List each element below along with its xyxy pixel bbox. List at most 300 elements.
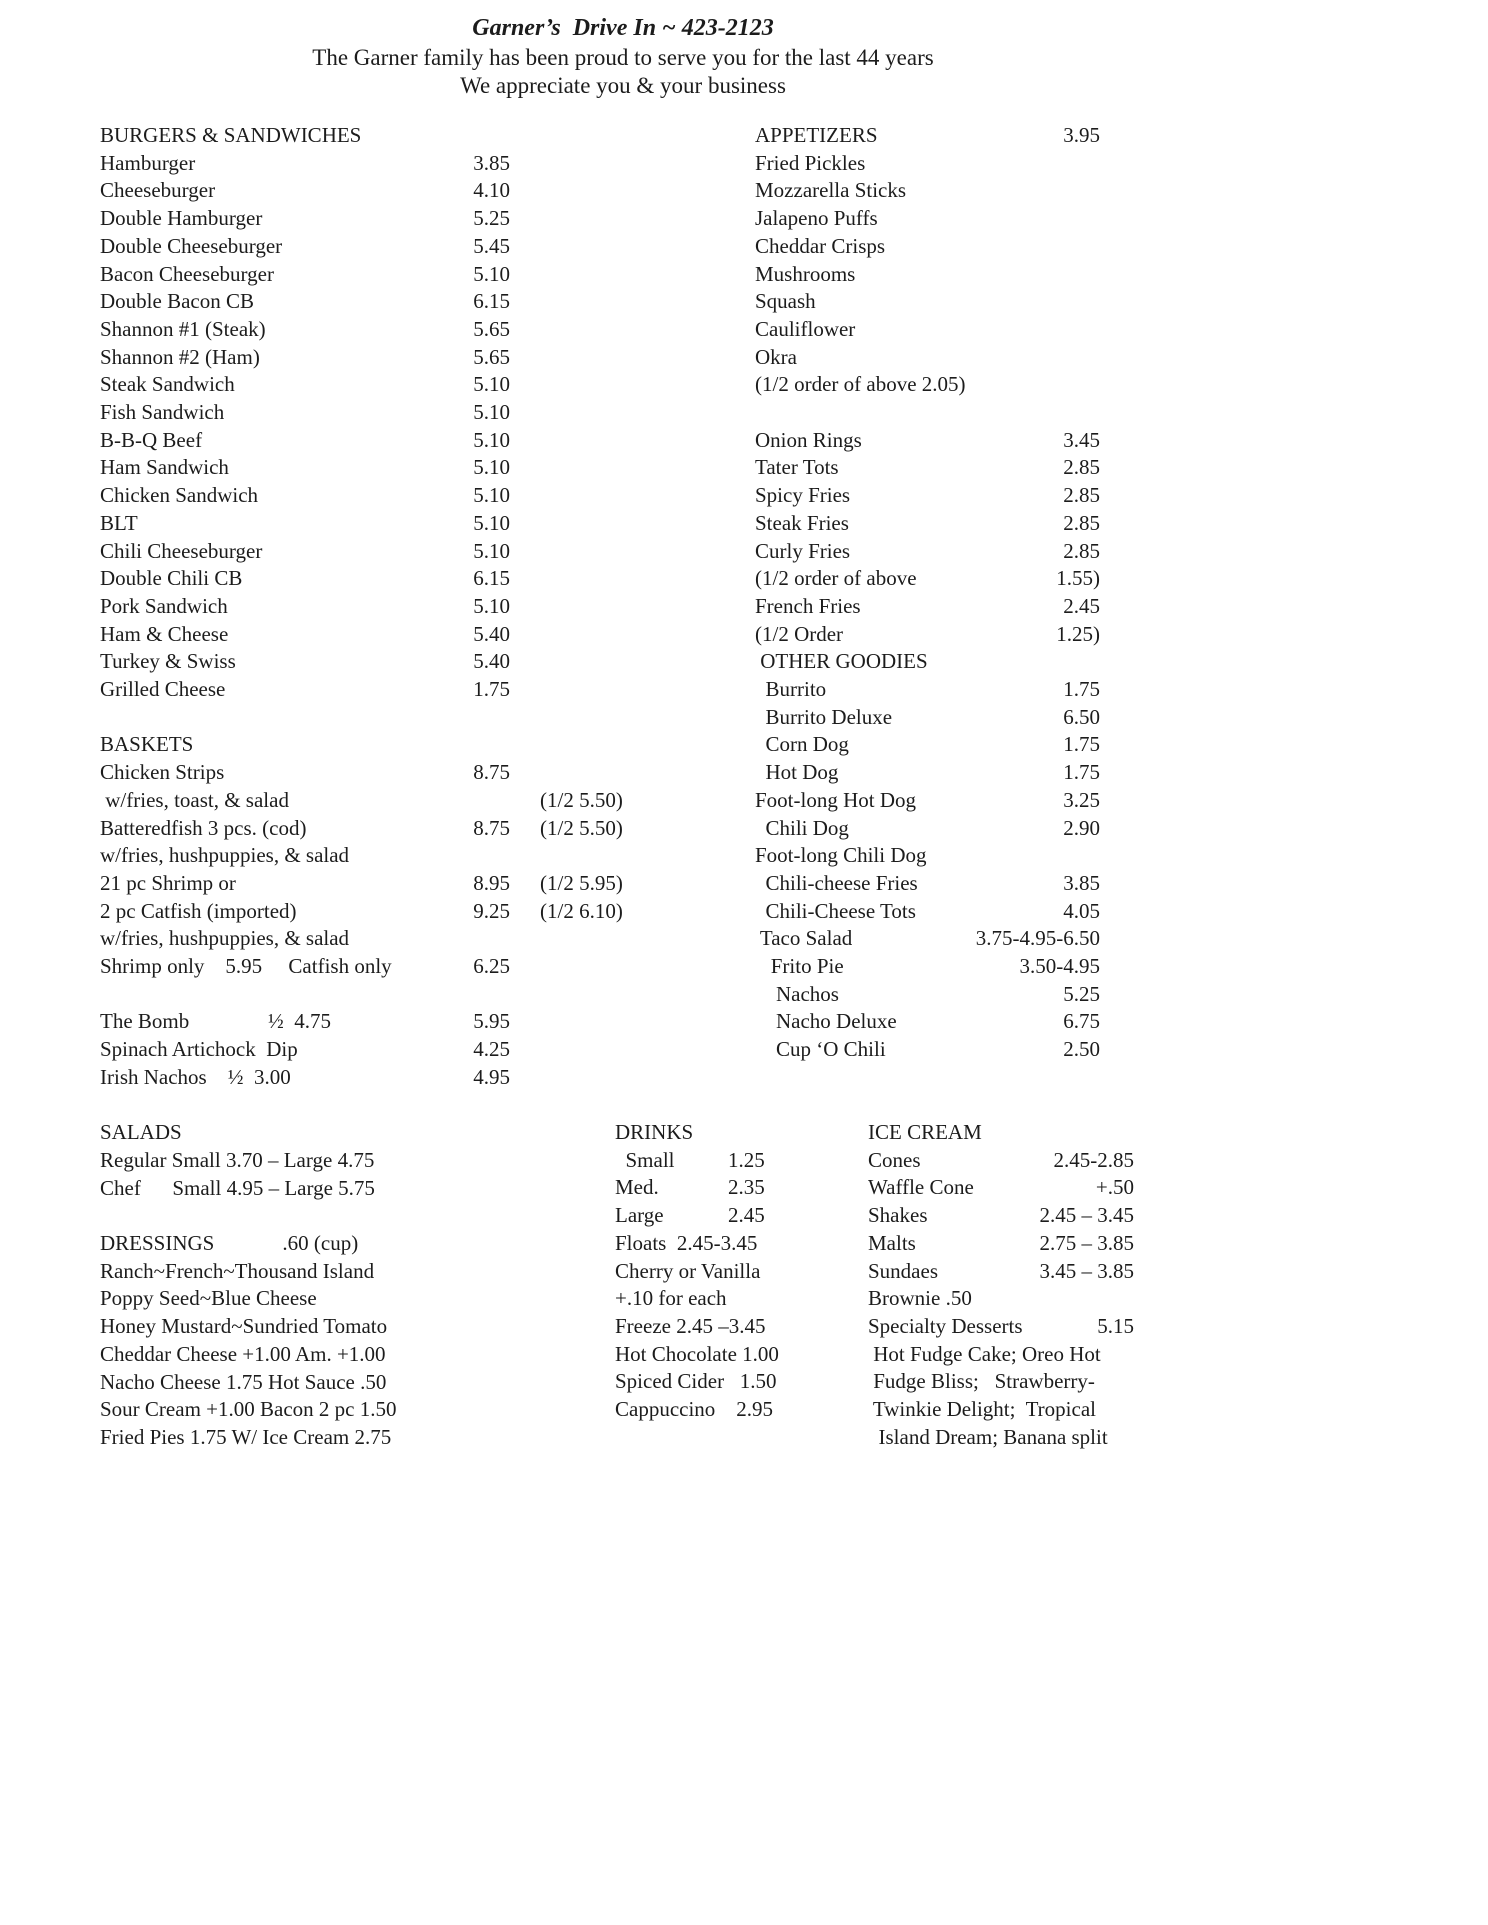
menu-item-row	[755, 759, 1100, 787]
section-appetizers	[755, 122, 1100, 399]
item-price: 6.50	[1063, 704, 1100, 729]
item-name: Fish Sandwich	[100, 400, 225, 425]
item-name: w/fries, toast, & salad	[100, 787, 289, 812]
drinks-heading-row	[615, 1119, 820, 1147]
menu-item-row	[100, 316, 645, 344]
menu-item-row	[755, 925, 1100, 953]
item-price: 5.10	[473, 400, 510, 425]
item-price: 3.85	[473, 150, 510, 175]
menu-item-row	[100, 205, 645, 233]
ice-cream-heading-row	[868, 1119, 1134, 1147]
item-price	[465, 1341, 510, 1369]
item-name: Steak Sandwich	[100, 372, 235, 397]
item-price: 3.45	[1063, 427, 1100, 452]
drinks-column	[615, 1119, 820, 1424]
menu-item-row	[755, 316, 1100, 344]
item-price: 1.75	[1063, 760, 1100, 785]
other-goodies-heading-row	[755, 648, 1100, 676]
item-price: 5.95	[473, 1009, 510, 1034]
menu-item-row	[100, 371, 645, 399]
item-half-price: (1/2 6.10)	[540, 898, 623, 923]
item-name: Fried Pies 1.75 W/ Ice Cream 2.75	[100, 1424, 392, 1449]
item-name: Small	[615, 1147, 675, 1172]
item-name: Large	[615, 1203, 664, 1228]
item-price: 3.45 – 3.85	[1039, 1258, 1134, 1283]
drinks-heading: DRINKS	[615, 1120, 694, 1144]
item-name: Shakes	[868, 1203, 928, 1228]
item-name: w/fries, hushpuppies, & salad	[100, 926, 350, 951]
item-price: 1.75	[473, 677, 510, 702]
menu-item-row	[755, 842, 1100, 870]
menu-item-row	[100, 399, 645, 427]
item-name: Cheddar Crisps	[755, 233, 886, 258]
item-name: Cheeseburger	[100, 178, 216, 203]
menu-item-row	[615, 1285, 820, 1313]
item-name: Nachos	[755, 981, 839, 1006]
item-name: Ham Sandwich	[100, 455, 229, 480]
item-name: Squash	[755, 289, 816, 314]
item-name: 2 pc Catfish (imported)	[100, 898, 297, 923]
menu-item-row	[755, 344, 1100, 372]
item-name: Poppy Seed~Blue Cheese	[100, 1286, 317, 1311]
item-name: Chili Cheeseburger	[100, 538, 263, 563]
menu-item-row	[868, 1258, 1134, 1286]
item-price: 2.90	[1063, 815, 1100, 840]
item-name: BLT	[100, 510, 138, 535]
item-name: Irish Nachos ½ 3.00	[100, 1064, 291, 1089]
item-name: Turkey & Swiss	[100, 649, 236, 674]
item-price: 9.25	[473, 898, 510, 923]
item-price: 2.85	[1063, 538, 1100, 563]
item-price: 5.10	[473, 483, 510, 508]
baskets-list	[100, 759, 645, 981]
menu-item-row	[100, 1341, 645, 1369]
menu-item-row	[100, 1147, 645, 1175]
menu-item-row	[100, 233, 645, 261]
menu-item-row	[755, 565, 1100, 593]
menu-item-row	[100, 870, 645, 898]
menu-item-row	[615, 1147, 820, 1175]
item-name: Double Chili CB	[100, 566, 243, 591]
item-name: Waffle Cone	[868, 1175, 974, 1200]
item-name: Cappuccino 2.95	[615, 1397, 774, 1422]
menu-item-row	[755, 981, 1100, 1009]
header-appreciation: We appreciate you & your business	[460, 72, 786, 98]
item-name: Cones	[868, 1147, 921, 1172]
item-name: Chili Dog	[755, 815, 849, 840]
item-name: Pork Sandwich	[100, 593, 228, 618]
item-price: 1.25	[728, 1147, 765, 1172]
item-name: Regular Small 3.70 – Large 4.75	[100, 1147, 375, 1172]
item-name: Cup ‘O Chili	[755, 1037, 886, 1062]
menu-item-row	[100, 815, 645, 843]
menu-item-row	[615, 1341, 820, 1369]
item-price: 5.10	[473, 372, 510, 397]
item-name: Chicken Strips	[100, 760, 225, 785]
menu-item-row	[755, 205, 1100, 233]
item-name: Double Bacon CB	[100, 289, 254, 314]
item-price: 5.25	[473, 206, 510, 231]
item-price: +.50	[1095, 1175, 1134, 1200]
menu-item-row	[615, 1258, 820, 1286]
menu-item-row	[755, 593, 1100, 621]
item-name: (1/2 Order	[755, 621, 844, 646]
item-name: Shannon #2 (Ham)	[100, 344, 260, 369]
item-name: Burrito Deluxe	[755, 704, 893, 729]
item-price	[465, 1396, 510, 1424]
ice-cream-heading: ICE CREAM	[868, 1120, 982, 1144]
item-price: 3.25	[1063, 787, 1100, 812]
menu-item-row	[755, 953, 1100, 981]
item-price	[465, 1285, 510, 1313]
menu-item-row	[100, 787, 645, 815]
left-column	[100, 122, 645, 1452]
item-price: 2.85	[1063, 510, 1100, 535]
item-price: 2.45 – 3.45	[1039, 1203, 1134, 1228]
item-price: 5.65	[473, 316, 510, 341]
item-price: 2.50	[1063, 1037, 1100, 1062]
item-name: Double Hamburger	[100, 206, 263, 231]
extras-list	[100, 1008, 645, 1091]
item-name: Foot-long Hot Dog	[755, 787, 917, 812]
item-name: Twinkie Delight; Tropical	[868, 1397, 1096, 1422]
section-burgers	[100, 122, 645, 704]
item-name: (1/2 order of above	[755, 566, 917, 591]
item-name: Ham & Cheese	[100, 621, 229, 646]
menu-item-row	[868, 1313, 1134, 1341]
menu-item-row	[755, 261, 1100, 289]
item-price: 5.25	[1063, 981, 1100, 1006]
section-ice-cream	[868, 1119, 1134, 1451]
sides-list	[755, 427, 1100, 649]
menu-item-row	[100, 538, 645, 566]
item-name: Med.	[615, 1175, 659, 1200]
menu-item-row	[100, 1285, 645, 1313]
dressings-heading: DRESSINGS	[100, 1231, 215, 1256]
menu-header	[0, 13, 1246, 99]
appetizers-price: 3.95	[1063, 123, 1100, 147]
item-price: 1.75	[1063, 732, 1100, 757]
item-name: (1/2 order of above 2.05)	[755, 372, 966, 397]
menu-item-row	[755, 898, 1100, 926]
item-price	[465, 1175, 510, 1203]
item-name: Nacho Cheese 1.75 Hot Sauce .50	[100, 1369, 387, 1394]
item-name: Fudge Bliss; Strawberry-	[868, 1369, 1095, 1394]
menu-item-row	[755, 704, 1100, 732]
item-price: 5.40	[473, 621, 510, 646]
item-price: 6.25	[473, 954, 510, 979]
restaurant-title: Garner’s Drive In ~ 423-2123	[472, 15, 774, 41]
item-name: Ranch~French~Thousand Island	[100, 1258, 375, 1283]
item-price: 5.10	[473, 427, 510, 452]
menu-item-row	[100, 344, 645, 372]
item-name: Hot Fudge Cake; Oreo Hot	[868, 1341, 1101, 1366]
item-name: Malts	[868, 1230, 916, 1255]
menu-item-row	[755, 1008, 1100, 1036]
item-price: 2.45	[1063, 593, 1100, 618]
item-price: 2.85	[1063, 455, 1100, 480]
item-name: Onion Rings	[755, 427, 862, 452]
item-name: Hot Chocolate 1.00	[615, 1341, 779, 1366]
item-price	[465, 1313, 510, 1341]
item-price: 6.15	[473, 566, 510, 591]
menu-item-row	[100, 842, 645, 870]
item-name: Frito Pie	[755, 954, 844, 979]
menu-item-row	[100, 261, 645, 289]
menu-item-row	[100, 1175, 645, 1203]
menu-item-row	[755, 288, 1100, 316]
section-baskets	[100, 731, 645, 980]
menu-item-row	[100, 1313, 645, 1341]
item-name: Cheddar Cheese +1.00 Am. +1.00	[100, 1341, 386, 1366]
item-price	[465, 1258, 510, 1286]
menu-item-row	[868, 1341, 1134, 1369]
item-name: Mushrooms	[755, 261, 856, 286]
item-name: Batteredfish 3 pcs. (cod)	[100, 815, 307, 840]
menu-item-row	[868, 1396, 1134, 1424]
item-name: Honey Mustard~Sundried Tomato	[100, 1314, 388, 1339]
item-name: Cherry or Vanilla	[615, 1258, 761, 1283]
menu-item-row	[755, 371, 1100, 399]
burgers-heading-row	[100, 122, 645, 150]
appetizers-heading-row	[755, 122, 1100, 150]
burgers-heading: BURGERS & SANDWICHES	[100, 123, 362, 147]
item-price: 4.05	[1063, 898, 1100, 923]
item-price: 4.10	[473, 178, 510, 203]
item-price	[465, 1147, 510, 1175]
menu-item-row	[755, 150, 1100, 178]
item-price: 8.75	[473, 815, 510, 840]
section-dressings	[100, 1230, 645, 1452]
item-price	[465, 925, 510, 953]
item-name: Spinach Artichock Dip	[100, 1037, 298, 1062]
item-half-price: (1/2 5.95)	[540, 870, 623, 895]
menu-item-row	[755, 482, 1100, 510]
menu-item-row	[755, 427, 1100, 455]
item-name: Spiced Cider 1.50	[615, 1369, 777, 1394]
item-name: Hamburger	[100, 150, 196, 175]
item-name: The Bomb ½ 4.75	[100, 1009, 331, 1034]
salads-heading: SALADS	[100, 1120, 182, 1145]
item-price: 8.95	[473, 870, 510, 895]
item-price: 2.75 – 3.85	[1039, 1230, 1134, 1255]
item-price: 1.75	[1063, 677, 1100, 702]
menu-item-row	[100, 925, 645, 953]
salads-list	[100, 1147, 645, 1202]
ice-cream-column	[868, 1119, 1134, 1451]
menu-item-row	[868, 1230, 1134, 1258]
section-other-goodies	[755, 648, 1100, 1064]
menu-item-row	[100, 1064, 645, 1092]
item-price: 2.85	[1063, 483, 1100, 508]
menu-item-row	[100, 150, 645, 178]
menu-item-row	[100, 593, 645, 621]
item-name: Foot-long Chili Dog	[755, 843, 927, 868]
item-name: +.10 for each	[615, 1286, 727, 1311]
appetizers-heading: APPETIZERS	[755, 123, 878, 147]
item-name: 21 pc Shrimp or	[100, 870, 236, 895]
menu-item-row	[100, 759, 645, 787]
item-price: 5.45	[473, 233, 510, 258]
item-name: Shannon #1 (Steak)	[100, 316, 266, 341]
menu-item-row	[615, 1396, 820, 1424]
menu-item-row	[100, 482, 645, 510]
item-name: French Fries	[755, 593, 861, 618]
item-price	[465, 842, 510, 870]
burgers-list	[100, 150, 645, 704]
menu-item-row	[615, 1313, 820, 1341]
menu-item-row	[755, 815, 1100, 843]
dressings-heading-row	[100, 1230, 645, 1258]
item-price: 5.65	[473, 344, 510, 369]
item-name: Chef Small 4.95 – Large 5.75	[100, 1175, 375, 1200]
menu-item-row	[755, 1036, 1100, 1064]
item-name: Shrimp only 5.95 Catfish only	[100, 954, 392, 979]
menu-item-row	[100, 676, 645, 704]
menu-item-row	[100, 565, 645, 593]
item-name: Sundaes	[868, 1258, 938, 1283]
item-price: 5.40	[473, 649, 510, 674]
item-price: 5.10	[473, 593, 510, 618]
section-sides	[755, 427, 1100, 649]
item-price: 8.75	[473, 760, 510, 785]
menu-item-row	[755, 177, 1100, 205]
menu-item-row	[755, 870, 1100, 898]
menu-item-row	[100, 1008, 645, 1036]
header-tagline: The Garner family has been proud to serve you for the last 44 years	[312, 45, 934, 70]
item-name: B-B-Q Beef	[100, 427, 203, 452]
menu-item-row	[868, 1202, 1134, 1230]
item-price: 1.25)	[1056, 621, 1100, 646]
menu-item-row	[615, 1202, 820, 1230]
item-price: 3.75-4.95-6.50	[975, 926, 1100, 951]
section-salads	[100, 1119, 645, 1202]
menu-item-row	[100, 1396, 645, 1424]
item-half-price: (1/2 5.50)	[540, 787, 623, 812]
baskets-heading-row	[100, 731, 645, 759]
menu-item-row	[755, 538, 1100, 566]
menu-item-row	[755, 621, 1100, 649]
item-name: Chicken Sandwich	[100, 483, 259, 508]
menu-item-row	[100, 1369, 645, 1397]
item-price: 5.10	[473, 510, 510, 535]
item-name: Jalapeno Puffs	[755, 206, 878, 231]
section-extras	[100, 1008, 645, 1091]
right-column	[755, 122, 1100, 1064]
menu-item-row	[868, 1147, 1134, 1175]
item-price: 6.75	[1063, 1009, 1100, 1034]
section-drinks	[615, 1119, 820, 1424]
dressings-list	[100, 1258, 645, 1452]
menu-item-row	[755, 233, 1100, 261]
item-name: Curly Fries	[755, 538, 851, 563]
item-name: Steak Fries	[755, 510, 849, 535]
item-name: Floats 2.45-3.45	[615, 1230, 758, 1255]
item-name: Taco Salad	[755, 926, 853, 951]
item-name: Specialty Desserts	[868, 1313, 1023, 1338]
drinks-list	[615, 1147, 820, 1424]
menu-item-row	[868, 1368, 1134, 1396]
item-name: Chili-Cheese Tots	[755, 898, 916, 923]
dressings-price-note: .60 (cup)	[282, 1231, 359, 1256]
item-price: 5.10	[473, 538, 510, 563]
item-price: 2.35	[728, 1175, 765, 1200]
item-price	[465, 1424, 510, 1452]
item-name: Double Cheeseburger	[100, 233, 283, 258]
menu-item-row	[868, 1285, 1134, 1313]
item-price: 2.45-2.85	[1053, 1147, 1134, 1172]
ice-cream-list	[868, 1147, 1134, 1452]
item-name: Burrito	[755, 677, 827, 702]
menu-item-row	[868, 1174, 1134, 1202]
item-name: Spicy Fries	[755, 483, 851, 508]
item-name: Cauliflower	[755, 316, 856, 341]
salads-heading-row	[100, 1119, 645, 1147]
item-half-price: (1/2 5.50)	[540, 815, 623, 840]
item-name: Mozzarella Sticks	[755, 178, 907, 203]
menu-item-row	[615, 1174, 820, 1202]
item-name: Grilled Cheese	[100, 677, 226, 702]
menu-item-row	[755, 731, 1100, 759]
menu-item-row	[100, 454, 645, 482]
menu-item-row	[755, 454, 1100, 482]
menu-item-row	[100, 648, 645, 676]
item-name: Fried Pickles	[755, 150, 866, 175]
item-price	[465, 1369, 510, 1397]
item-price: 2.45	[728, 1203, 765, 1228]
item-name: Brownie .50	[868, 1286, 972, 1311]
item-name: Corn Dog	[755, 732, 849, 757]
item-name: Hot Dog	[755, 760, 839, 785]
item-name: Freeze 2.45 –3.45	[615, 1313, 766, 1338]
item-name: Island Dream; Banana split	[868, 1424, 1108, 1449]
menu-item-row	[755, 787, 1100, 815]
item-price: 3.85	[1063, 870, 1100, 895]
baskets-heading: BASKETS	[100, 732, 194, 757]
menu-item-row	[100, 288, 645, 316]
menu-item-row	[100, 1424, 645, 1452]
item-price: 5.15	[1097, 1313, 1134, 1338]
menu-item-row	[100, 177, 645, 205]
item-name: Bacon Cheeseburger	[100, 261, 274, 286]
menu-item-row	[755, 676, 1100, 704]
menu-item-row	[615, 1230, 820, 1258]
item-name: Sour Cream +1.00 Bacon 2 pc 1.50	[100, 1397, 397, 1422]
item-name: Tater Tots	[755, 455, 839, 480]
item-price: 6.15	[473, 289, 510, 314]
menu-item-row	[100, 1036, 645, 1064]
item-name: Chili-cheese Fries	[755, 870, 918, 895]
item-name: w/fries, hushpuppies, & salad	[100, 843, 350, 868]
item-price: 1.55)	[1056, 566, 1100, 591]
menu-item-row	[615, 1368, 820, 1396]
item-price: 4.95	[473, 1064, 510, 1089]
other-goodies-list	[755, 676, 1100, 1064]
menu-item-row	[100, 427, 645, 455]
menu-item-row	[100, 621, 645, 649]
item-price: 3.50-4.95	[1019, 954, 1100, 979]
menu-item-row	[100, 898, 645, 926]
item-price: 4.25	[473, 1037, 510, 1062]
item-price: 5.10	[473, 455, 510, 480]
item-name: Okra	[755, 344, 797, 369]
menu-item-row	[755, 510, 1100, 538]
item-price	[465, 787, 510, 815]
item-price: 5.10	[473, 261, 510, 286]
item-name: Nacho Deluxe	[755, 1009, 897, 1034]
menu-item-row	[100, 510, 645, 538]
other-goodies-heading: OTHER GOODIES	[755, 649, 928, 674]
